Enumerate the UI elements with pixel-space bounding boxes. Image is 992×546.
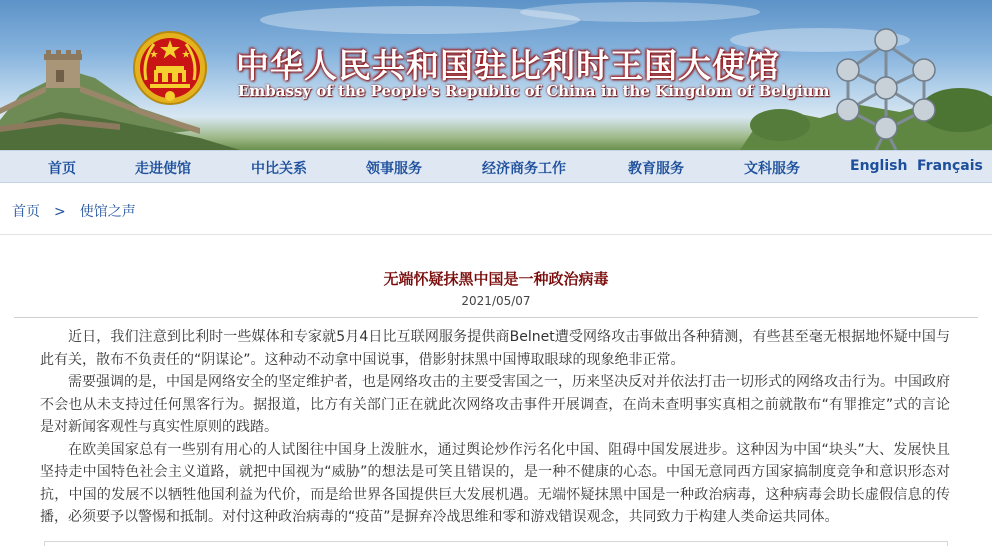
nav-item-home[interactable]: 首页 [48, 161, 76, 177]
nav-item-consular[interactable]: 领事服务 [366, 161, 422, 177]
breadcrumb-divider [0, 234, 992, 235]
national-emblem-icon [132, 30, 208, 106]
site-banner [0, 0, 992, 150]
main-nav [0, 150, 992, 183]
nav-item-economic[interactable]: 经济商务工作 [482, 161, 566, 177]
article-paragraph: 需要强调的是，中国是网络安全的坚定维护者，也是网络攻击的主要受害国之一，历来坚决反对并依法打击一切形式的网络攻击行为。中国政府不会也从未支持过任何黑客行为。据报道，比方有关部门正在就此次网络攻击事件开展调查，在尚未查明事实真相之前就散布“有罪推定”式的言论是对新闻客观性与真实性原则的践踏。 [40, 374, 950, 435]
breadcrumb-section[interactable]: 使馆之声 [79, 204, 136, 220]
nav-item-english[interactable]: English [850, 158, 908, 174]
nav-item-about-embassy[interactable]: 走进使馆 [135, 161, 191, 177]
article-title: 无端怀疑抹黑中国是一种政治病毒 [383, 270, 609, 288]
breadcrumb-home[interactable]: 首页 [12, 204, 40, 220]
site-title-cn: 中华人民共和国驻比利时王国大使馆 [236, 46, 780, 85]
nav-item-education[interactable]: 教育服务 [628, 161, 684, 177]
article-date: 2021/05/07 [461, 294, 531, 308]
article-paragraph: 近日，我们注意到比利时一些媒体和专家就5月4日比互联网服务提供商Belnet遭受网络攻击事做出各种猜测，有些甚至毫无根据地怀疑中国与此有关，散布不负责任的“阴谋论”。这种动不动拿中国说事，借影射抹黑中国博取眼球的现象绝非正常。 [40, 329, 950, 368]
nav-item-french[interactable]: Français [917, 158, 983, 174]
article-footer-box [44, 541, 948, 546]
site-title-en: Embassy of the People's Republic of China in the Kingdom of Belgium [238, 82, 830, 100]
nav-item-culture[interactable]: 文科服务 [744, 161, 800, 177]
chevron-right-icon: > [54, 204, 66, 220]
article-body [40, 326, 950, 529]
article-paragraph: 在欧美国家总有一些别有用心的人试图往中国身上泼脏水，通过舆论炒作污名化中国、阻碍中国发展进步。这种因为中国“块头”大、发展快且坚持走中国特色社会主义道路，就把中国视为“威胁”的想法是可笑且错误的，是一种不健康的心态。中国无意同西方国家搞制度竞争和意识形态对抗，中国的发展不以牺牲他国利益为代价，而是给世界各国提供巨大发展机遇。无端怀疑抹黑中国是一种政治病毒，这种病毒会助长虚假信息的传播，必须要予以警惕和抵制。对付这种政治病毒的“疫苗”是摒弃冷战思维和零和游戏错误观念，共同致力于构建人类命运共同体。 [40, 441, 950, 525]
breadcrumb [12, 201, 136, 221]
article-divider [14, 317, 978, 318]
nav-item-china-belgium[interactable]: 中比关系 [251, 161, 307, 177]
